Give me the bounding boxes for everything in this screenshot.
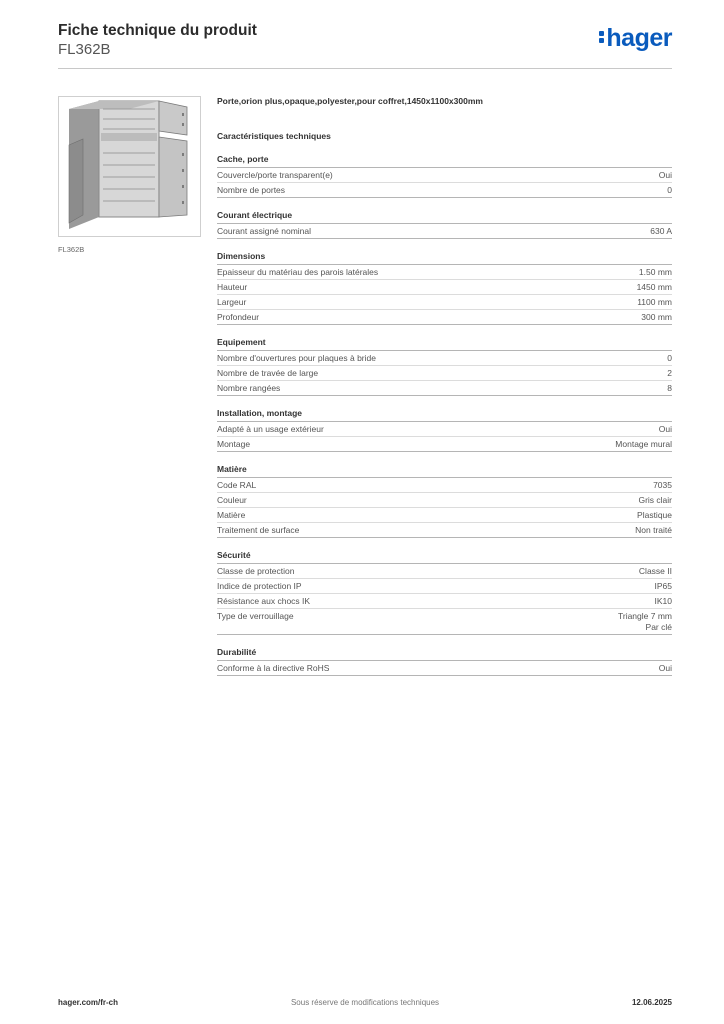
spec-label: Nombre rangées bbox=[217, 383, 281, 393]
spec-row bbox=[217, 422, 672, 437]
spec-group-title: Sécurité bbox=[217, 550, 672, 564]
spec-value-line: 300 mm bbox=[641, 312, 672, 322]
spec-value bbox=[659, 424, 672, 435]
spec-label: Type de verrouillage bbox=[217, 611, 294, 621]
spec-value bbox=[667, 185, 672, 196]
spec-label: Nombre d'ouvertures pour plaques à bride bbox=[217, 353, 376, 363]
spec-row bbox=[217, 183, 672, 198]
footer-notice: Sous réserve de modifications techniques bbox=[290, 998, 440, 1007]
product-reference: FL362B bbox=[58, 41, 111, 58]
spec-value bbox=[667, 383, 672, 394]
spec-row bbox=[217, 310, 672, 325]
spec-value bbox=[615, 439, 672, 450]
spec-value-line: Triangle 7 mm bbox=[617, 611, 672, 621]
spec-value bbox=[637, 510, 672, 521]
spec-value-line: Oui bbox=[658, 424, 672, 434]
spec-label: Couvercle/porte transparent(e) bbox=[217, 170, 333, 180]
spec-row bbox=[217, 168, 672, 183]
spec-value-line: 2 bbox=[667, 368, 672, 378]
spec-row bbox=[217, 280, 672, 295]
image-caption: FL362B bbox=[58, 245, 85, 254]
spec-group-title: Equipement bbox=[217, 337, 672, 351]
spec-value-line: Oui bbox=[658, 663, 672, 673]
spec-value bbox=[637, 282, 672, 293]
spec-label: Profondeur bbox=[217, 312, 260, 322]
spec-label: Matière bbox=[217, 510, 246, 520]
spec-group-title: Cache, porte bbox=[217, 154, 672, 168]
spec-value-line: 8 bbox=[667, 383, 672, 393]
spec-row bbox=[217, 508, 672, 523]
spec-value-line: Par clé bbox=[645, 622, 672, 632]
spec-value bbox=[635, 525, 672, 536]
spec-label: Nombre de portes bbox=[217, 185, 286, 195]
product-image bbox=[58, 96, 201, 237]
spec-row bbox=[217, 564, 672, 579]
spec-label: Indice de protection IP bbox=[217, 581, 302, 591]
spec-value-line: Plastique bbox=[637, 510, 672, 520]
spec-value bbox=[650, 226, 672, 237]
spec-label: Traitement de surface bbox=[217, 525, 300, 535]
spec-row bbox=[217, 295, 672, 310]
spec-group bbox=[217, 251, 672, 325]
spec-group-title: Installation, montage bbox=[217, 408, 672, 422]
spec-value bbox=[667, 353, 672, 364]
spec-label: Courant assigné nominal bbox=[217, 226, 312, 236]
spec-label: Résistance aux chocs IK bbox=[217, 596, 311, 606]
footer-date: 12.06.2025 bbox=[631, 998, 672, 1007]
spec-value-line: Non traité bbox=[635, 525, 672, 535]
spec-value-line: Gris clair bbox=[638, 495, 672, 505]
spec-value bbox=[637, 297, 672, 308]
enclosure-cabinet-icon bbox=[59, 97, 200, 236]
spec-value-line: Oui bbox=[658, 170, 672, 180]
spec-value bbox=[639, 267, 672, 278]
spec-row bbox=[217, 437, 672, 452]
spec-group-title: Dimensions bbox=[217, 251, 672, 265]
spec-label: Epaisseur du matériau des parois latérales bbox=[217, 267, 379, 277]
spec-value-line: 0 bbox=[667, 353, 672, 363]
spec-label: Classe de protection bbox=[217, 566, 295, 576]
spec-group-title: Durabilité bbox=[217, 647, 672, 661]
spec-content bbox=[217, 96, 672, 676]
product-description: Porte,orion plus,opaque,polyester,pour coffret,1450x1100x300mm bbox=[217, 96, 483, 106]
spec-label: Hauteur bbox=[217, 282, 248, 292]
spec-row bbox=[217, 265, 672, 280]
spec-value bbox=[667, 368, 672, 379]
spec-group bbox=[217, 154, 672, 198]
spec-row bbox=[217, 609, 672, 635]
spec-label: Nombre de travée de large bbox=[217, 368, 319, 378]
spec-row bbox=[217, 594, 672, 609]
spec-value-line: 1450 mm bbox=[636, 282, 672, 292]
spec-group-title: Courant électrique bbox=[217, 210, 672, 224]
header-divider bbox=[58, 68, 672, 69]
spec-label: Code RAL bbox=[217, 480, 257, 490]
spec-row bbox=[217, 381, 672, 396]
spec-value-line: 7035 bbox=[653, 480, 672, 490]
spec-label: Couleur bbox=[217, 495, 247, 505]
spec-group bbox=[217, 408, 672, 452]
spec-value-line: Montage mural bbox=[615, 439, 672, 449]
spec-value-line: Classe II bbox=[638, 566, 672, 576]
spec-value-line: 1100 mm bbox=[637, 297, 672, 307]
spec-label: Montage bbox=[217, 439, 251, 449]
logo-dots-icon bbox=[599, 29, 605, 45]
spec-value bbox=[641, 312, 672, 323]
spec-value bbox=[655, 596, 673, 607]
spec-value-line: IP65 bbox=[654, 581, 672, 591]
spec-label: Largeur bbox=[217, 297, 247, 307]
page-header bbox=[58, 22, 672, 59]
spec-row bbox=[217, 661, 672, 676]
spec-row bbox=[217, 478, 672, 493]
spec-group bbox=[217, 337, 672, 396]
spec-row bbox=[217, 579, 672, 594]
spec-label: Conforme à la directive RoHS bbox=[217, 663, 330, 673]
spec-row bbox=[217, 351, 672, 366]
spec-value bbox=[638, 495, 672, 506]
spec-label: Adapté à un usage extérieur bbox=[217, 424, 324, 434]
spec-value-line: 630 A bbox=[650, 226, 672, 236]
spec-value bbox=[659, 663, 672, 674]
spec-value bbox=[655, 581, 673, 592]
spec-value bbox=[618, 611, 672, 633]
spec-row bbox=[217, 224, 672, 239]
spec-groups bbox=[217, 154, 672, 676]
spec-value-line: IK10 bbox=[654, 596, 672, 606]
spec-group bbox=[217, 647, 672, 676]
spec-value-line: 0 bbox=[667, 185, 672, 195]
spec-row bbox=[217, 366, 672, 381]
hager-logo: hager bbox=[599, 24, 672, 52]
spec-value bbox=[639, 566, 672, 577]
section-heading: Caractéristiques techniques bbox=[217, 131, 331, 141]
spec-row bbox=[217, 523, 672, 538]
spec-value bbox=[659, 170, 672, 181]
footer-website[interactable]: hager.com/fr-ch bbox=[58, 998, 119, 1007]
spec-row bbox=[217, 493, 672, 508]
spec-value bbox=[653, 480, 672, 491]
spec-group bbox=[217, 210, 672, 239]
spec-group-title: Matière bbox=[217, 464, 672, 478]
spec-group bbox=[217, 464, 672, 538]
spec-value-line: 1.50 mm bbox=[638, 267, 672, 277]
page-title: Fiche technique du produit bbox=[58, 22, 257, 39]
spec-group bbox=[217, 550, 672, 635]
